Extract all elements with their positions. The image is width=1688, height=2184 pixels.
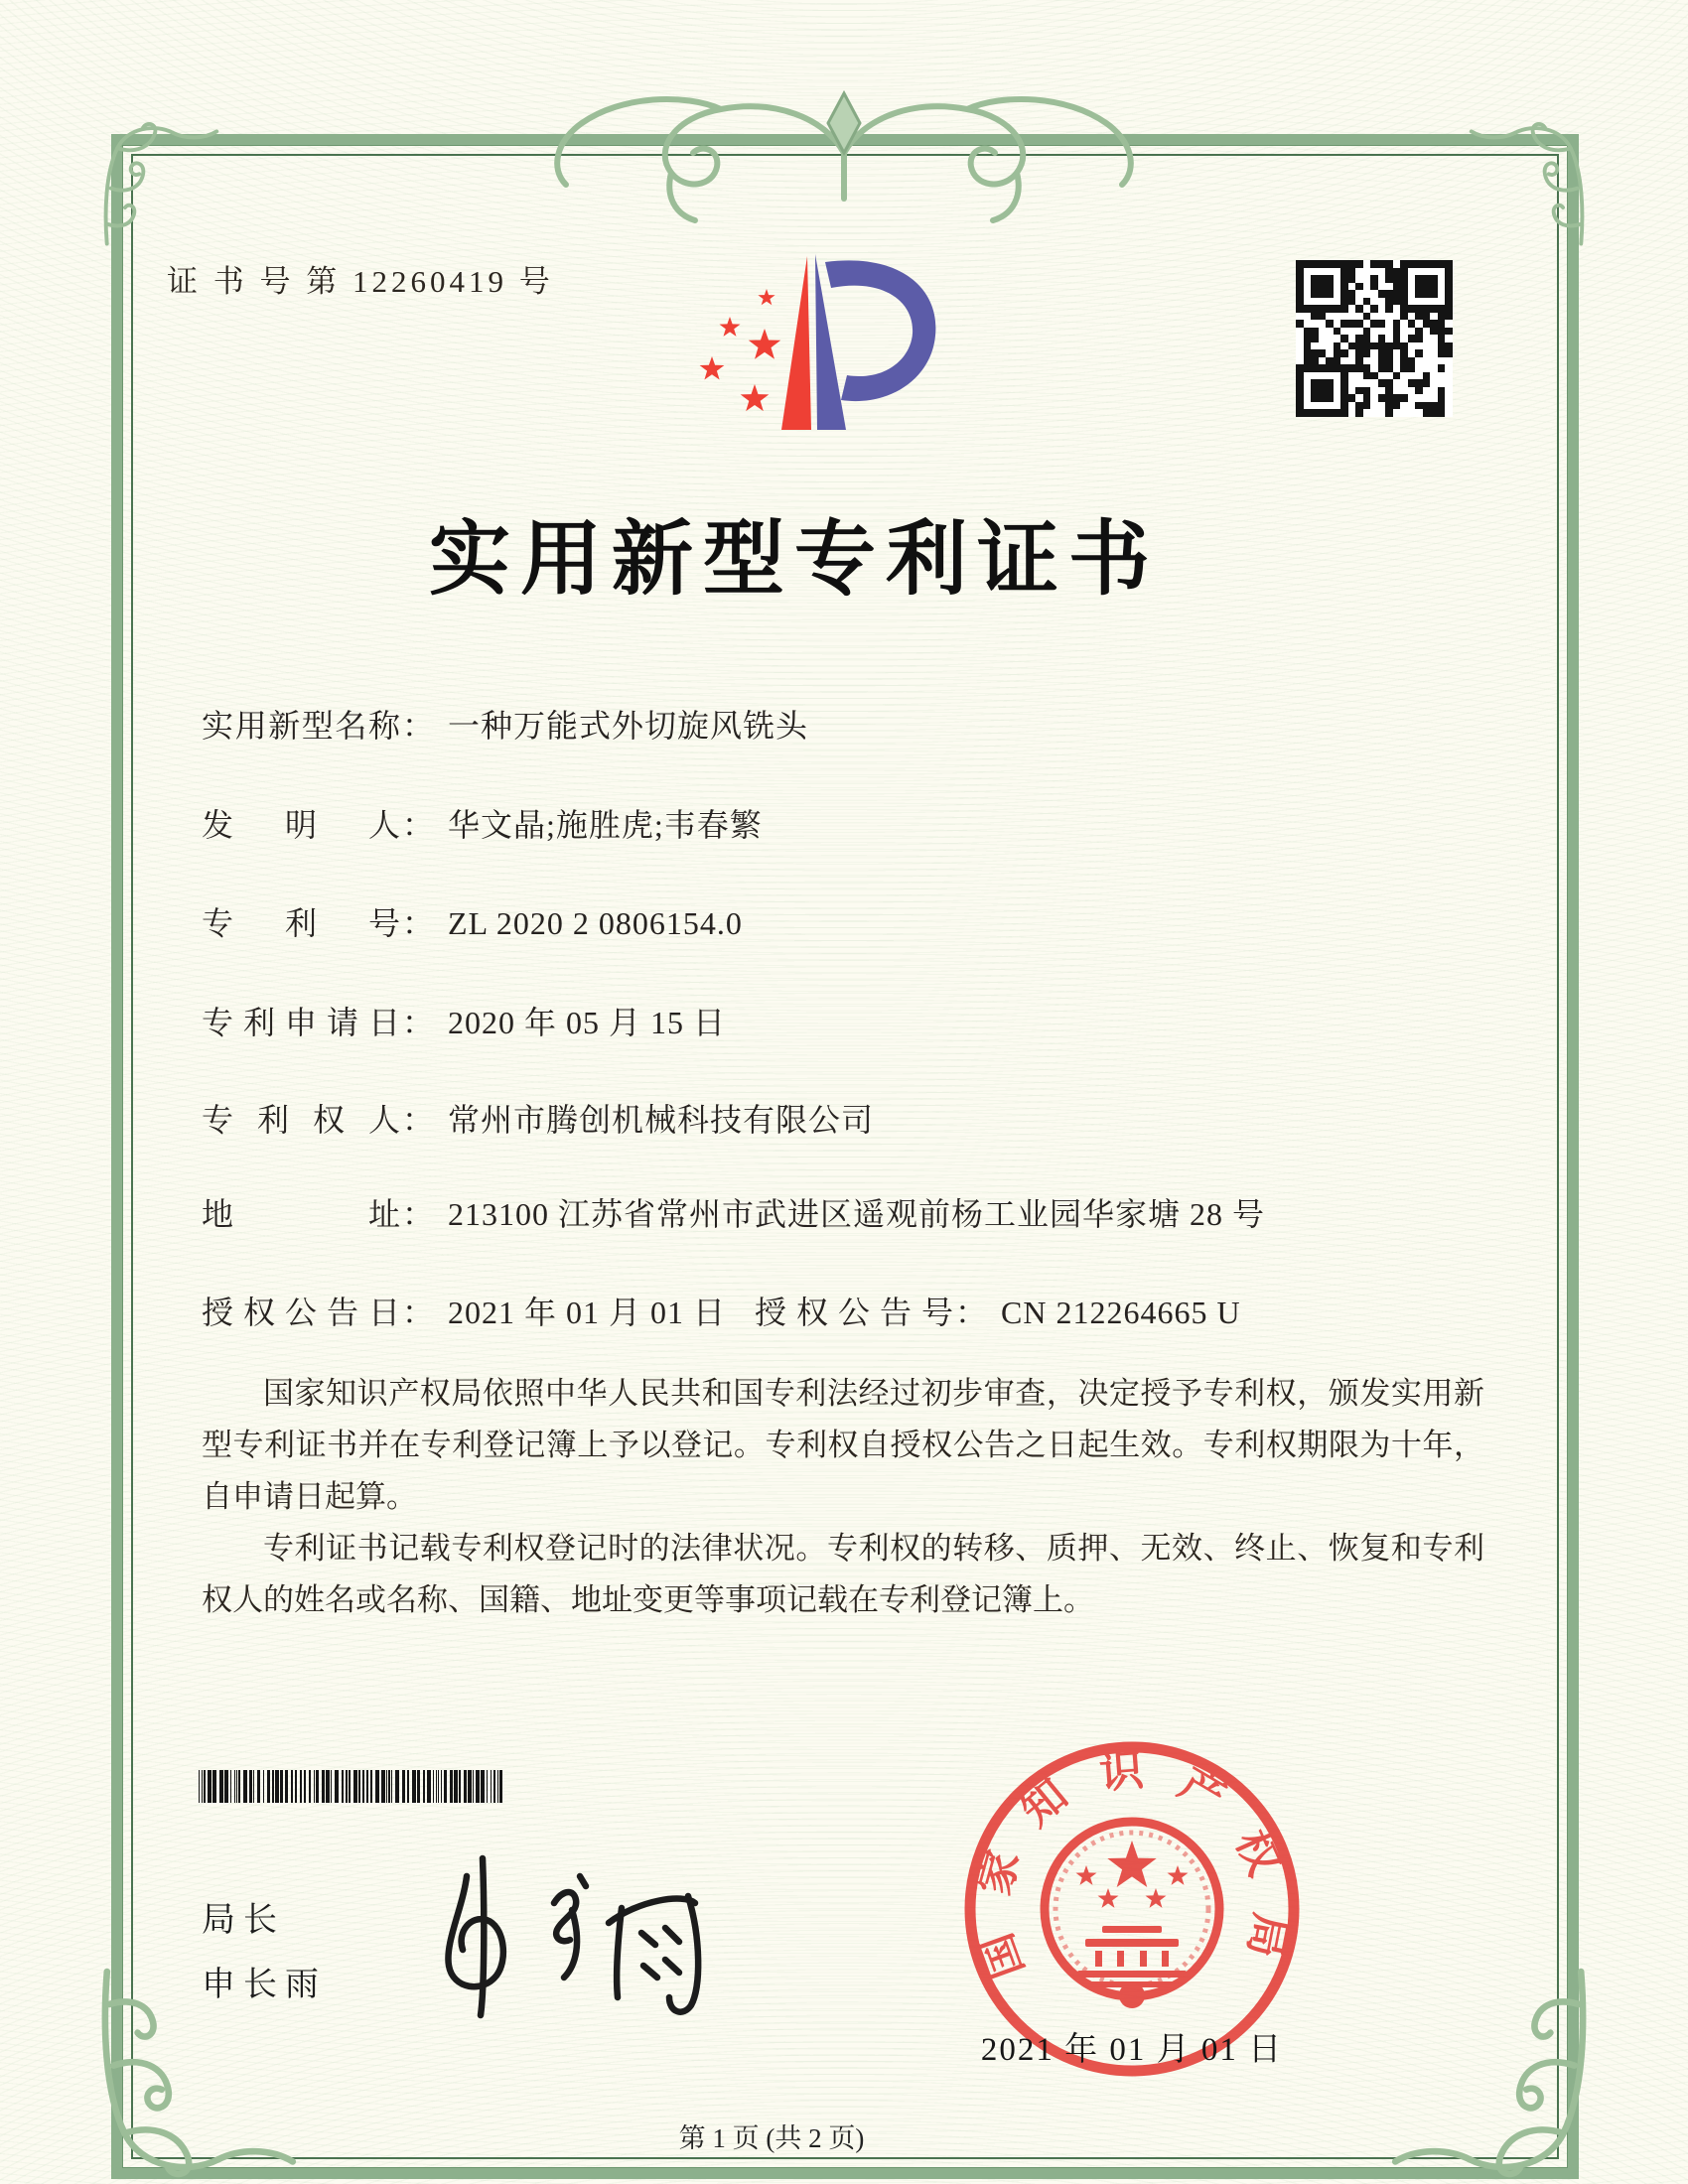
field-row-filing-date: 专利申请日： 2020 年 05 月 15 日 bbox=[202, 998, 1522, 1041]
corner-flourish-top-right-icon bbox=[1464, 121, 1593, 250]
inner-border-line bbox=[131, 154, 1559, 2159]
field-label: 专利号 bbox=[202, 905, 400, 941]
field-value: 常州市腾创机械科技有限公司 bbox=[448, 1102, 875, 1138]
seal-ring-text: 国家知识产权局 bbox=[969, 1745, 1296, 1985]
field-value: 2021 年 01 月 01 日 bbox=[448, 1295, 727, 1330]
field-value: ZL 2020 2 0806154.0 bbox=[448, 905, 743, 941]
field-label: 发明人 bbox=[202, 807, 400, 843]
field-value: 213100 江苏省常州市武进区遥观前杨工业园华家塘 28 号 bbox=[448, 1196, 1266, 1232]
field-row-utility-model-name: 实用新型名称： 一种万能式外切旋风铣头 bbox=[202, 701, 1522, 745]
field-pair-grant-number: 授权公告号： CN 212264665 U bbox=[755, 1288, 1241, 1333]
certificate-number: 证 书 号 第 12260419 号 bbox=[167, 264, 554, 299]
qr-code-icon bbox=[1296, 260, 1453, 417]
field-row-address: 地址： 213100 江苏省常州市武进区遥观前杨工业园华家塘 28 号 bbox=[202, 1189, 1522, 1233]
field-label: 地址 bbox=[202, 1196, 400, 1232]
field-label: 授权公告号 bbox=[755, 1295, 953, 1330]
field-value: CN 212264665 U bbox=[1001, 1295, 1241, 1330]
corner-flourish-top-left-icon bbox=[95, 121, 224, 250]
commissioner-title: 局长 bbox=[202, 1901, 285, 1939]
field-row-grant-date: 授权公告日： 2021 年 01 月 01 日 授权公告号： CN 212264665 U bbox=[202, 1288, 1522, 1331]
field-row-inventors: 发明人： 华文晶;施胜虎;韦春繁 bbox=[202, 800, 1522, 844]
corner-flourish-bottom-right-icon bbox=[1382, 1961, 1601, 2179]
field-value: 华文晶;施胜虎;韦春繁 bbox=[448, 807, 763, 843]
field-value: 2020 年 05 月 15 日 bbox=[448, 1005, 727, 1040]
body-paragraph: 国家知识产权局依照中华人民共和国专利法经过初步审查，决定授予专利权，颁发实用新型专利证书并在专利登记簿上予以登记。专利权自授权公告之日起生效。专利权期限为十年，自申请日起算。 bbox=[202, 1376, 1484, 1514]
certificate-title: 实用新型专利证书 bbox=[428, 514, 1160, 605]
commissioner-name: 申长雨 bbox=[202, 1966, 327, 2003]
handwritten-signature-icon bbox=[405, 1848, 703, 2027]
field-row-patent-number: 专利号： ZL 2020 2 0806154.0 bbox=[202, 898, 1522, 942]
field-label: 专利权人 bbox=[202, 1102, 400, 1138]
field-label: 专利申请日 bbox=[202, 1005, 400, 1040]
top-center-ornament-icon bbox=[526, 58, 1162, 231]
seal-date: 2021 年 01 月 01 日 bbox=[980, 2032, 1284, 2068]
field-row-patentee: 专利权人： 常州市腾创机械科技有限公司 bbox=[202, 1095, 1522, 1139]
legal-text-block bbox=[202, 1368, 1484, 1626]
field-label: 实用新型名称 bbox=[202, 708, 400, 744]
body-paragraph: 专利证书记载专利权登记时的法律状况。专利权的转移、质押、无效、终止、恢复和专利权人的姓名或名称、国籍、地址变更等事项记载在专利登记簿上。 bbox=[202, 1531, 1484, 1617]
page-footer: 第 1 页 (共 2 页) bbox=[678, 2123, 865, 2153]
cnipa-logo-icon bbox=[690, 248, 943, 437]
field-value: 一种万能式外切旋风铣头 bbox=[448, 708, 809, 744]
field-label: 授权公告日 bbox=[202, 1295, 400, 1330]
barcode-icon bbox=[199, 1770, 503, 1803]
